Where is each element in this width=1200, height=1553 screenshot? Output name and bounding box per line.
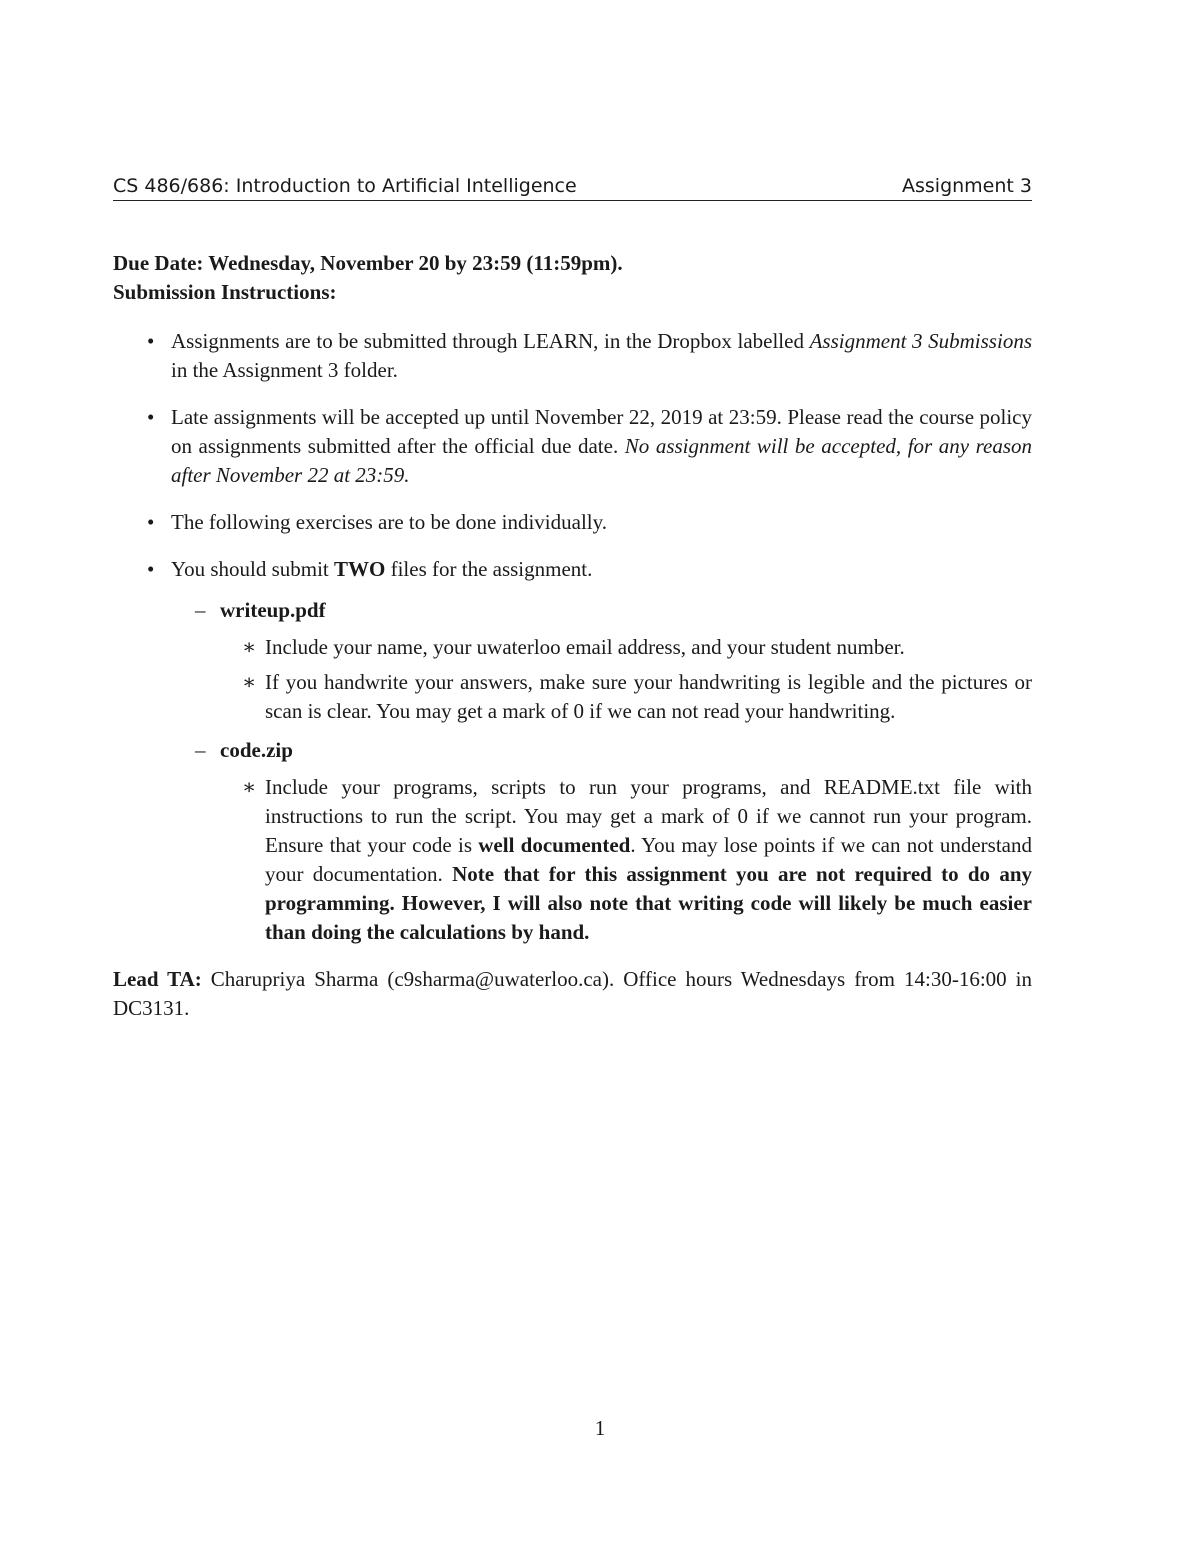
file-note: ∗ Include your name, your uwaterloo email address, and your student number. <box>220 633 1032 662</box>
dash-icon: – <box>195 598 206 622</box>
file-name: code.zip <box>220 738 293 762</box>
file-name: writeup.pdf <box>220 598 326 622</box>
due-date-label: Due Date: <box>113 251 204 275</box>
file-notes <box>220 633 1032 726</box>
file-note: ∗ If you handwrite your answers, make sure your handwriting is legible and the pictures or scan is clear. You may get a mark of 0 if we can not read your handwriting. <box>242 670 1032 723</box>
asterisk-icon: ∗ <box>242 670 257 694</box>
asterisk-icon: ∗ <box>242 775 257 799</box>
instruction-item: • You should submit TWO files for the assignment. – writeup.pdf ∗ Include your name, your uwaterloo email address, and your student number. ∗ If you handwrite your answers, make sure your handwriting is legible and the pictures or scan is clear. You may get a mark of 0 if we can not read your handwriting. – code.zip ∗ Include your programs, scripts to run your programs, and README.txt file with instructions to run the script. You may get a mark of 0 if we cannot run your program. Ensure that your code is well documented. You may lose points if we can not understand your documentation. Note that for this assignment you are not required to do any programming. However, I will also note that writing code will likely be much easier than doing the calculations by hand. <box>113 555 1032 947</box>
lead-ta-text: Charupriya Sharma (c9sharma@uwaterloo.ca). Office hours Wednesdays from 14:30-16:00 in DC3131. <box>113 967 1032 1020</box>
instruction-item: • Late assignments will be accepted up until November 22, 2019 at 23:59. Please read the course policy on assignments submitted after the official due date. No assignment will be accepted, for any reason after November 22 at 23:59. <box>147 405 1032 487</box>
bullet-icon: • <box>147 329 155 353</box>
file-item-writeup <box>171 596 1032 726</box>
dash-icon: – <box>195 738 206 762</box>
lead-ta-label: Lead TA: <box>113 967 202 991</box>
running-header <box>113 174 1032 201</box>
bullet-icon: • <box>147 405 155 429</box>
submission-heading: Submission Instructions: <box>113 280 337 304</box>
instruction-list <box>113 327 1032 947</box>
assignment-label: Assignment 3 <box>902 175 1032 197</box>
due-date-line <box>113 249 1032 278</box>
asterisk-icon: ∗ <box>242 635 257 659</box>
course-title: CS 486/686: Introduction to Artificial Intelligence <box>113 175 577 197</box>
file-notes <box>220 773 1032 947</box>
bullet-icon: • <box>147 557 155 581</box>
page-number: 1 <box>594 1416 606 1440</box>
instruction-item: • Assignments are to be submitted through LEARN, in the Dropbox labelled Assignment 3 Submissions in the Assignment 3 folder. <box>147 329 1032 382</box>
late-policy-note: No assignment will be accepted, for any reason after November 22 at 23:59. <box>171 434 1032 487</box>
due-date-text: Wednesday, November 20 by 23:59 (11:59pm). <box>208 251 623 275</box>
file-list <box>171 596 1032 947</box>
file-item-code <box>171 736 1032 947</box>
dropbox-name: Assignment 3 Submissions <box>809 329 1032 353</box>
instruction-item: • The following exercises are to be done individually. <box>113 508 1032 537</box>
document-body <box>113 249 1032 1023</box>
bullet-icon: • <box>147 510 155 534</box>
lead-ta-line <box>113 965 1032 1023</box>
file-note: ∗ Include your programs, scripts to run your programs, and README.txt file with instructions to run the script. You may get a mark of 0 if we cannot run your program. Ensure that your code is well documented. You may lose points if we can not understand your documentation. Note that for this assignment you are not required to do any programming. However, I will also note that writing code will likely be much easier than doing the calculations by hand. <box>242 775 1033 944</box>
